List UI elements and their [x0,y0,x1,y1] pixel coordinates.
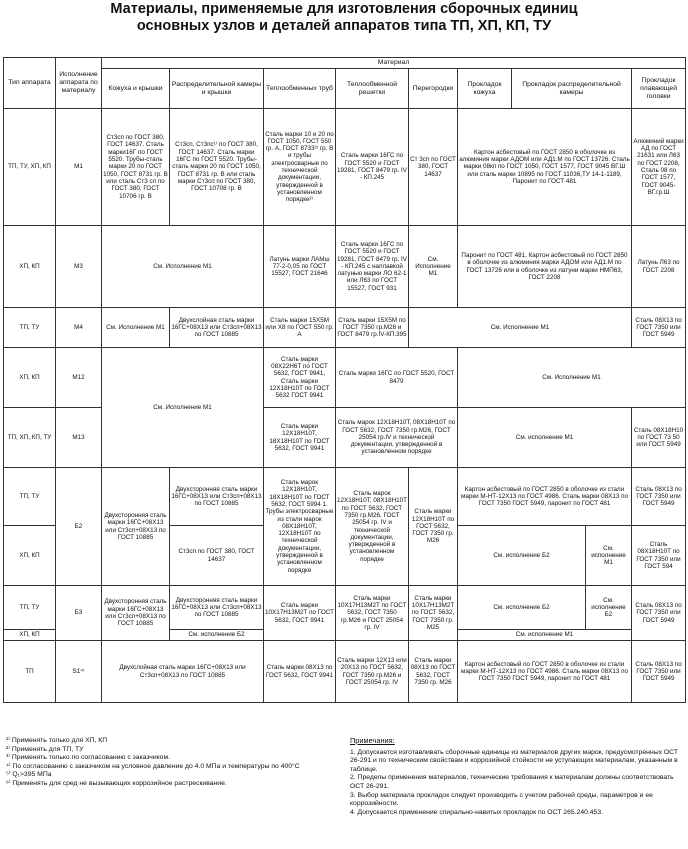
header-execution: Исполнение аппарата по материалу [56,58,102,109]
cell-float: Сталь 08Х13 по ГОСТ 7350 или ГОСТ 5949 [632,468,686,526]
cell-exec: М1 [56,109,102,226]
cell-float: Сталь 08Х13 по ГОСТ 7350 или ГОСТ 5949 [632,641,686,703]
cell-type: ХП, КП [4,226,56,308]
cell-tubesheet: Сталь марок 12Х18Н10Т, 08Х18Н10Т по ГОСТ 5632, ГОСТ 7350 гр.М26, ГОСТ 25054 гр. IV и технической документации, утвержденной в установленном порядке [336,468,409,586]
cell-tubes: Сталь марки 12Х18Н10Т, 18Х18Н10Т по ГОСТ 5632, ГОСТ 9941 [264,408,336,468]
footnotes [6,737,336,789]
cell-type: ХП, КП [4,348,56,408]
cell-gasket-casing: См. исполнение Б2 [458,586,586,630]
footnote: ¹⁾ Применять только для ХП, КП [6,737,108,744]
footnote: ⁴⁾ По согласованию с заказчиком на условное давление до 4.0 МПа и температуры по 400°С [6,762,300,770]
cell-tubes: Сталь марки 15Х5М или Х8 по ГОСТ 550 гр. А [264,308,336,348]
cell-rest: См. исполнение М1 [458,408,632,468]
cell-type: ТП, ТУ [4,468,56,526]
cell-tubes: Сталь марок 12Х18Н10Т, 18Х18Н10Т по ГОСТ 5632, ГОСТ 5994 1. Трубы электросварные из стали марок 08Х18Н10Т, 12Х18Н10Т по технической документации, утвержденной в установленном порядке [264,468,336,586]
cell-exec: М3 [56,226,102,308]
materials-table [3,57,686,703]
cell-casing: Двухслойная сталь марки 16ГС+08Х13 или Ст3сп+08Х13 по ГОСТ 10885 [102,641,264,703]
cell-rest: См. Исполнение М1 [409,308,632,348]
cell-tubesheet: Сталь марки 15Х5М по ГОСТ 7350 гр.М26 и ГОСТ 8479 гр.IV-КП.395 [336,308,409,348]
cell-float: Латунь Л63 по ГОСТ 2208 [632,226,686,308]
footnote: ³⁾ Применять только по согласованию с заказчиком. [6,754,171,762]
footnote: ⁶⁾ Применять для сред не вызывающих коррозийное растрескивание. [6,779,227,787]
cell-rest: См. Исполнение М1 [458,348,686,408]
header-gasket-distrib: Прокладок распределительной камеры [512,69,632,109]
cell-gasket: Картон асбестовый по ГОСТ 2850 в оболочке из стали марки М-НТ-12Х13 по ГОСТ 4986. Сталь марки 08Х13 по ГОСТ 7350 ГОСТ 5949, паронит по ГОСТ 481 [458,468,632,526]
cell-gasket-casing: См. исполнение Б2 [458,526,586,586]
cell-exec: М13 [56,408,102,468]
header-type: Тип аппарата [4,58,56,109]
note: 3. Выбор материала прокладок следует производить с учетом рабочей среды, параметров и ее коррозийности. [350,791,653,808]
cell-float: Сталь 08Х18Н10 по ГОСТ 73 50 или ГОСТ 5949 [632,408,686,468]
header-partitions: Перегородки [409,69,458,109]
cell-gasket-distrib: См. исполнение М1 [586,526,632,586]
cell-tubes: Сталь марки 10Х17Н13М2Т по ГОСТ 5632, ГОСТ 9941 [264,586,336,641]
cell-see: См. Исполнение М1 [102,348,264,468]
cell-type: ТП, ТУ [4,586,56,630]
note: 4. Допускается применение спирально-навитых прокладок по ОСТ 265.240.453. [350,808,603,816]
cell-distrib: Ст3сп, Ст3пс¹⁾ по ГОСТ 380, ГОСТ 14637. Сталь марки 16ГС по ГОСТ 5520. Трубы-сталь марки 20 по ГОСТ 1050, ГОСТ 8731 гр. В или сталь марки Ст3сп по ГОСТ 380, ГОСТ 10708 гр. В [170,109,264,226]
cell-tubesheet: Сталь марок 12Х18Н10Т, 08Х18Н10Т по ГОСТ 5632, ГОСТ 7350 гр.М26, ГОСТ 25054 гр.IV и технической документации, утвержденной в установленном порядке [336,408,458,468]
footnote: ⁵⁾ Q₁>395 МПа [6,771,52,779]
cell-casing: Ст3сп по ГОСТ 380, ГОСТ 14637. Сталь марки16Г по ГОСТ 5520. Трубы-сталь марки 20 по ГОСТ 1050, ГОСТ 8731 гр. В или сталь Ст3 сп по ГОСТ 380, ГОСТ 10706 гр. В [102,109,170,226]
cell-partition: Сталь марки 10Х17Н13М2Т по ГОСТ 5632, ГОСТ 7350 гр. М25 [409,586,458,641]
cell-casing: Двухсторонняя сталь марки 16ГС+08Х13 или Ст3сп+08Х13 по ГОСТ 10885 [102,468,170,586]
cell-tubesheet: Сталь марки 10Х17Н13М2Т по ГОСТ 5632, ГОСТ 7350 гр.М26 и ГОСТ 25054 гр. IV [336,586,409,641]
header-tubesheet: Теплообменной решетки [336,69,409,109]
cell-exec: S1⁴⁾ [56,641,102,703]
header-gasket-float: Прокладок плавающей головки [632,69,686,109]
cell-tubes: Сталь марки 08Х13 по ГОСТ 5632, ГОСТ 9941 [264,641,336,703]
cell-gasket: Картон асбестовый по ГОСТ 2850 в оболочке из стали марки М-НТ-12Х13 по ГОСТ 4986. Сталь марки 08Х13 по ГОСТ 7350 ГОСТ 5949, паронит по ГОСТ 481 [458,641,632,703]
cell-tubes: Латунь марки ЛАМш 77-2-0,05 по ГОСТ 15527, ГОСТ 21646 [264,226,336,308]
cell-see: См. Исполнение М1 [102,226,264,308]
cell-casing: Двухсторонняя сталь марки 16ГС+08Х13 или Ст3сп+08Х13 по ГОСТ 10885 [102,586,170,641]
cell-exec: Б2 [56,468,102,586]
cell-exec: М4 [56,308,102,348]
cell-type: ТП, ТУ [4,308,56,348]
notes [350,737,684,817]
cell-gasket: См. исполнение М1 [458,630,632,641]
cell-tubesheet: Сталь марки 12Х13 или 20Х13 по ГОСТ 5632, ГОСТ 7350 гр.М26 и ГОСТ 25054 гр. IV [336,641,409,703]
header-tubes: Теплообменных труб [264,69,336,109]
cell-casing: См. Исполнение М1 [102,308,170,348]
cell-tubesheet: Сталь марки 16ГС по ГОСТ 5520 и ГОСТ 19281, ГОСТ 8479 гр. IV - КП.245 с наплавкой латунью марки ЛО 62-1 или Л63 по ГОСТ 15527, ГОСТ 931 [336,226,409,308]
cell-distrib: Ст3сп по ГОСТ 380, ГОСТ 14637 [170,526,264,586]
cell-type: ТП, ТУ, ХП, КП [4,109,56,226]
page-title: Материалы, применяемые для изготовления сборочных единиц основных узлов и деталей аппаратов типа ТП, ХП, КП, ТУ [110,1,578,34]
header-material: Материал [102,58,686,69]
note: 2. Пределы применения материалов, технические требования к материалам должны соответствовать ОСТ 26-291. [350,774,674,790]
cell-distrib: Двухсторонняя сталь марки 16ГС+08Х13 или Ст3сп+08Х13 по ГОСТ 10885 [170,586,264,630]
cell-float: Сталь 08Х13 по ГОСТ 7350 или ГОСТ 5949 [632,308,686,348]
cell-float: Сталь 08Х13 по ГОСТ 7350 или ГОСТ 5949 [632,586,686,641]
cell-exec: М12 [56,348,102,408]
cell-distrib: См. исполнение Б2 [170,630,264,641]
cell-partition: Сталь марки 12Х18Н10Т по ГОСТ 5632, ГОСТ 7350 гр. М26 [409,468,458,586]
cell-exec: Б3 [56,586,102,641]
cell-tubesheet: Сталь марки 16ГС по ГОСТ 5520 и ГОСТ 19281, ГОСТ 8479 гр. IV - КП.245 [336,109,409,226]
footnote: ²⁾ Применять для ТП, ТУ [6,745,84,753]
cell-partition: Сталь марки 08Х13 по ГОСТ 5632, ГОСТ 7350 гр. М26 [409,641,458,703]
cell-type: ХП, КП [4,630,56,641]
cell-tubesheet: Сталь марки 16ГС по ГОСТ 5520, ГОСТ 8479 [336,348,458,408]
cell-tubes: Сталь марки 10 и 20 по ГОСТ 1050, ГОСТ 550 гр. А, ГОСТ 8733³⁾ гр. В и трубы электросварные по технической документации, утвержденной в установленном порядке²⁾ [264,109,336,226]
cell-type: ХП, КП [4,526,56,586]
cell-float: Алюминий марки АД по ГОСТ 21631 или Л63 по ГОСТ 2208, Сталь 08 по ГОСТ 1577, ГОСТ 9045-ВГ.гр.Ш [632,109,686,226]
cell-distrib: Двухслойная сталь марки 16ГС+08Х13 или Ст3сп+08Х13 по ГОСТ 10885 [170,308,264,348]
note: 1. Допускается изготавливать сборочные единицы из материалов других марок, предусмотренных ОСТ 26-291 и по техническим свойствам и коррозийной стойкости не уступающих материалам, указанным в таблице. [350,748,678,773]
header-distrib: Распределительной камеры и крышки [170,69,264,109]
cell-partition: См. Исполнение М1 [409,226,458,308]
cell-gasket: Картон асбестовый по ГОСТ 2850 в оболочке из алюминия марки АДОМ или АД1.М по ГОСТ 13726. Сталь марки 08кп по ГОСТ 1050, ГОСТ 1577, ГОСТ 9045 ВГ.Ш или сталь марки 10895 по ГОСТ 11036,ТУ 14-1-1189, Паронит по ГОСТ 481 [458,109,632,226]
header-casings: Кожуха и крышки [102,69,170,109]
cell-partition: Ст 3сп по ГОСТ 380, ГОСТ 14637 [409,109,458,226]
cell-tubes: Сталь марки 08Х22Н6Т по ГОСТ 5632, ГОСТ 9941, Сталь марки 12Х18Н10Т по ГОСТ 5632 ГОСТ 9941 [264,348,336,408]
cell-type: ТП, ХП, КП, ТУ [4,408,56,468]
cell-float: Сталь 08Х18Н10Т по ГОСТ 7350 или ГОСТ 594 [632,526,686,586]
cell-type: ТП [4,641,56,703]
cell-distrib: Двухсторонняя сталь марки 16ГС+08Х13 или Ст3сп+08Х13 по ГОСТ 10885 [170,468,264,526]
cell-gasket: Паронит по ГОСТ 481, Картон асбестовый по ГОСТ 2850 в оболочке из алюминия марки АДОМ или АД1.М по ГОСТ 13726 или в оболочке из латуни марки НМП63, ГОСТ 2208 [458,226,632,308]
notes-title: Примечания: [350,736,395,745]
header-gasket-casing: Прокладок кожуха [458,69,512,109]
cell-gasket-distrib: См. исполнение Б2 [586,586,632,630]
